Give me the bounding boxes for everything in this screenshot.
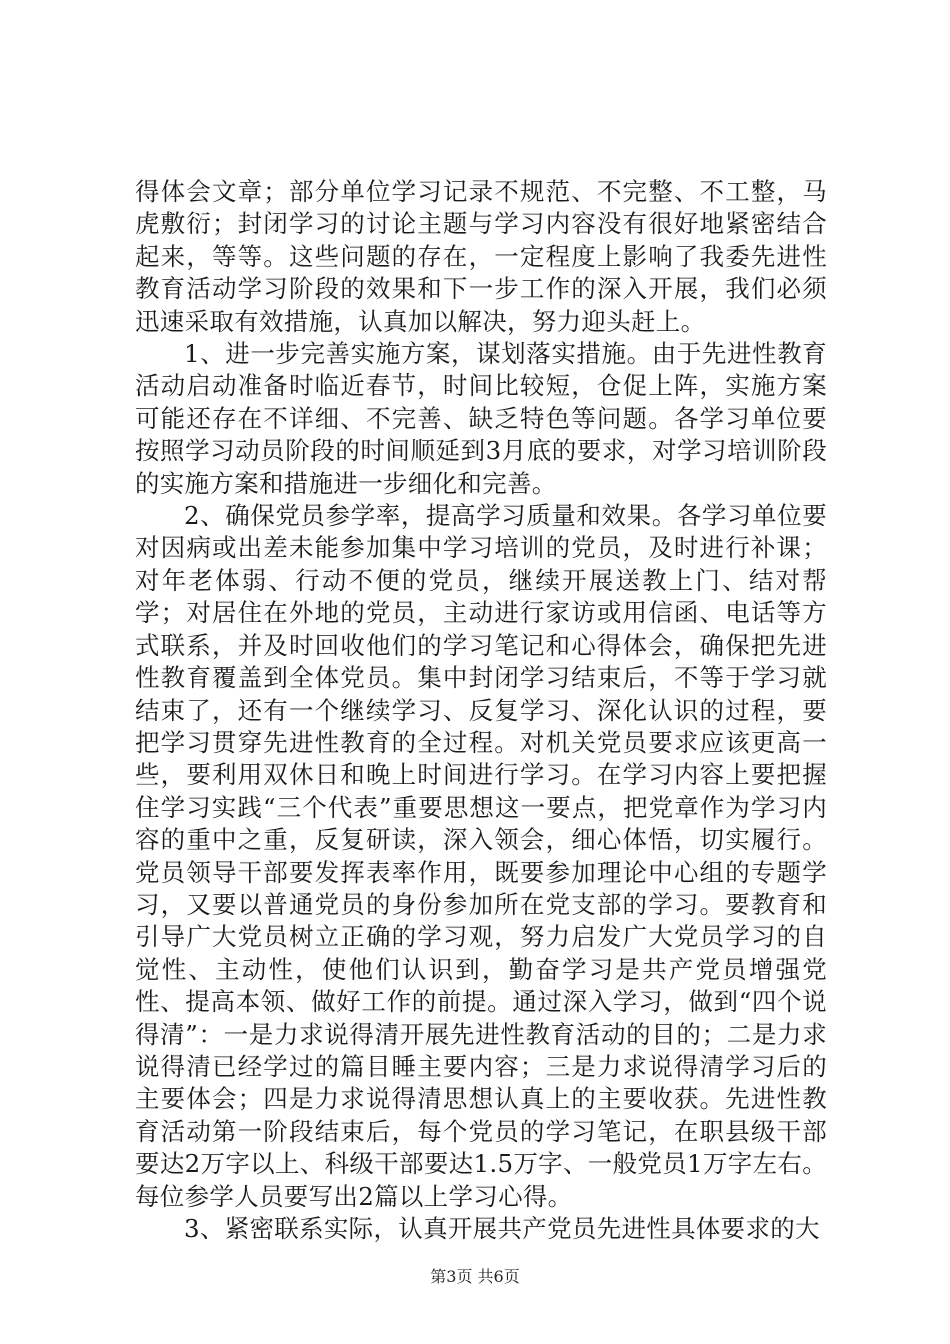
page-number-footer: 第3页 共6页 (430, 1267, 520, 1286)
paragraph-continued: 得体会文章；部分单位学习记录不规范、不完整、不工整，马虎敷衍；封闭学习的讨论主题与学习内容没有很好地紧密结合起来，等等。这些问题的存在，一定程度上影响了我委先进性教育活动学习阶段的效果和下一步工作的深入开展，我们必须迅速采取有效措施，认真加以解决，努力迎头赶上。 (135, 177, 827, 336)
paragraph-item-1: 1、进一步完善实施方案，谋划落实措施。由于先进性教育活动启动准备时临近春节，时间比较短，仓促上阵，实施方案可能还存在不详细、不完善、缺乏特色等问题。各学习单位要按照学习动员阶段的时间顺延到3月底的要求，对学习培训阶段的实施方案和措施进一步细化和完善。 (135, 339, 828, 498)
paragraph-item-3: 3、紧密联系实际，认真开展共产党员先进性具体要求的大 (184, 1214, 820, 1243)
paragraph-item-2: 2、确保党员参学率，提高学习质量和效果。各学习单位要对因病或出差未能参加集中学习培训的党员，及时进行补课；对年老体弱、行动不便的党员，继续开展送教上门、结对帮学；对居住在外地的党员，主动进行家访或用信函、电话等方式联系，并及时回收他们的学习笔记和心得体会，确保把先进性教育覆盖到全体党员。集中封闭学习结束后，不等于学习就结束了，还有一个继续学习、反复学习、深化认识的过程，要把学习贯穿先进性教育的全过程。对机关党员要求应该更高一些，要利用双休日和晚上时间进行学习。在学习内容上要把握住学习实践“三个代表”重要思想这一要点，把党章作为学习内容的重中之重，反复研读，深入领会，细心体悟，切实履行。党员领导干部要发挥表率作用，既要参加理论中心组的专题学习，又要以普通党员的身份参加所在党支部的学习。要教育和引导广大党员树立正确的学习观，努力启发广大党员学习的自觉性、主动性，使他们认识到，勤奋学习是共产党员增强党性、提高本领、做好工作的前提。通过深入学习，做到“四个说得清”：一是力求说得清开展先进性教育活动的目的；二是力求说得清已经学过的篇目睡主要内容；三是力求说得清学习后的主要体会；四是力求说得清思想认真上的主要收获。先进性教育活动第一阶段结束后，每个党员的学习笔记，在职县级干部要达2万字以上、科级干部要达1.5万字、一般党员1万字左右。每位参学人员要写出2篇以上学习心得。 (135, 501, 827, 1211)
document-body (135, 176, 827, 1245)
